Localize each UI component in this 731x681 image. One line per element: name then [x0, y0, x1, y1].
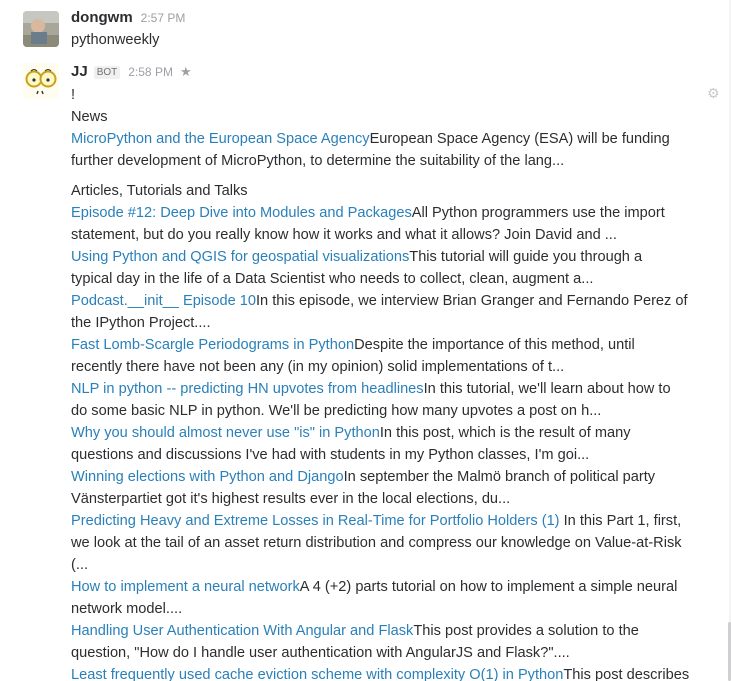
article-summary: recently there have not been any (in my opinion) solid implementations of t...: [71, 359, 565, 375]
article-summary: we look at the tail of an asset return distribution and compress our knowledge on Value-at-Risk: [71, 535, 682, 551]
section-heading: Articles, Tutorials and Talks: [71, 183, 248, 199]
message-header: [71, 9, 185, 26]
message-text: pythonweekly: [71, 32, 160, 48]
timestamp[interactable]: 2:57 PM: [140, 11, 186, 25]
list-item: [71, 202, 693, 246]
glasses-bot-icon: [23, 63, 59, 99]
article-summary: European Space Agency (ESA) will be funding: [369, 131, 670, 147]
article-summary: This post describes: [563, 667, 690, 681]
article-summary: typical day in the life of a Data Scientist who needs to collect, clean, augment a...: [71, 271, 594, 287]
article-link[interactable]: Handling User Authentication With Angular and Flask: [71, 623, 414, 639]
article-summary: In september the Malmö branch of political party: [343, 469, 656, 485]
article-summary: do some basic NLP in python. We'll be predicting how many upvotes a post on h...: [71, 403, 602, 419]
list-item: [71, 334, 693, 378]
article-link[interactable]: How to implement a neural network: [71, 579, 300, 595]
article-summary: This tutorial will guide you through a: [409, 249, 643, 265]
article-link[interactable]: Podcast.__init__ Episode 10: [71, 293, 256, 309]
list-item: [71, 510, 693, 576]
timestamp[interactable]: 2:58 PM: [128, 65, 173, 79]
article-summary: This post provides a solution to the: [413, 623, 639, 639]
list-item: [71, 664, 693, 681]
user-photo-icon: [23, 11, 59, 47]
bot-avatar[interactable]: [23, 63, 59, 99]
article-summary: In this tutorial, we'll learn about how to: [423, 381, 671, 397]
list-item: [71, 246, 693, 290]
list-item: [71, 378, 693, 422]
article-summary: All Python programmers use the import: [411, 205, 665, 221]
star-icon[interactable]: ★: [179, 64, 192, 79]
article-link[interactable]: MicroPython and the European Space Agency: [71, 131, 370, 147]
article-summary: In this episode, we interview Brian Granger and Fernando Perez of: [256, 293, 688, 309]
article-link[interactable]: Winning elections with Python and Django: [71, 469, 344, 485]
message-text: !: [71, 87, 76, 103]
article-summary: Vänsterpartiet got it's highest results ever in the local elections, du...: [71, 491, 511, 507]
article-summary: statement, but do you really know how it works and what it allows? Join David and ...: [71, 227, 617, 243]
article-summary: (...: [71, 557, 89, 573]
article-summary: network model....: [71, 601, 183, 617]
article-summary: further development of MicroPython, to determine the suitability of the lang...: [71, 153, 565, 169]
bot-badge: BOT: [94, 66, 121, 79]
username[interactable]: JJ: [71, 63, 88, 80]
section-heading: News: [71, 109, 108, 125]
article-summary: the IPython Project....: [71, 315, 211, 331]
article-link[interactable]: Using Python and QGIS for geospatial visualizations: [71, 249, 410, 265]
article-link[interactable]: Fast Lomb-Scargle Periodograms in Python: [71, 337, 355, 353]
article-link[interactable]: Why you should almost never use "is" in Python: [71, 425, 380, 441]
article-link[interactable]: Predicting Heavy and Extreme Losses in Real-Time for Portfolio Holders (1): [71, 513, 560, 529]
list-item: [71, 422, 693, 466]
username[interactable]: dongwm: [71, 9, 133, 26]
message-header: [71, 63, 192, 80]
gear-icon[interactable]: ⚙: [707, 85, 720, 101]
article-summary: question, "How do I handle user authentication with AngularJS and Flask?"....: [71, 645, 570, 661]
article-summary: In this Part 1, first,: [559, 513, 682, 529]
list-item: [71, 290, 693, 334]
message-body: [71, 29, 693, 51]
list-item: [71, 576, 693, 620]
message-body: [71, 84, 693, 681]
avatar[interactable]: [23, 11, 59, 47]
list-item: [71, 128, 693, 172]
article-link[interactable]: Least frequently used cache eviction scheme with complexity O(1) in Python: [71, 667, 564, 681]
article-link[interactable]: Episode #12: Deep Dive into Modules and Packages: [71, 205, 412, 221]
article-summary: In this post, which is the result of many: [379, 425, 631, 441]
article-summary: Despite the importance of this method, until: [354, 337, 635, 353]
list-item: [71, 620, 693, 664]
list-item: [71, 466, 693, 510]
article-link[interactable]: NLP in python -- predicting HN upvotes from headlines: [71, 381, 424, 397]
article-summary: questions and discussions I've had with students in my Python classes, I'm goi...: [71, 447, 590, 463]
article-summary: A 4 (+2) parts tutorial on how to implement a simple neural: [299, 579, 678, 595]
